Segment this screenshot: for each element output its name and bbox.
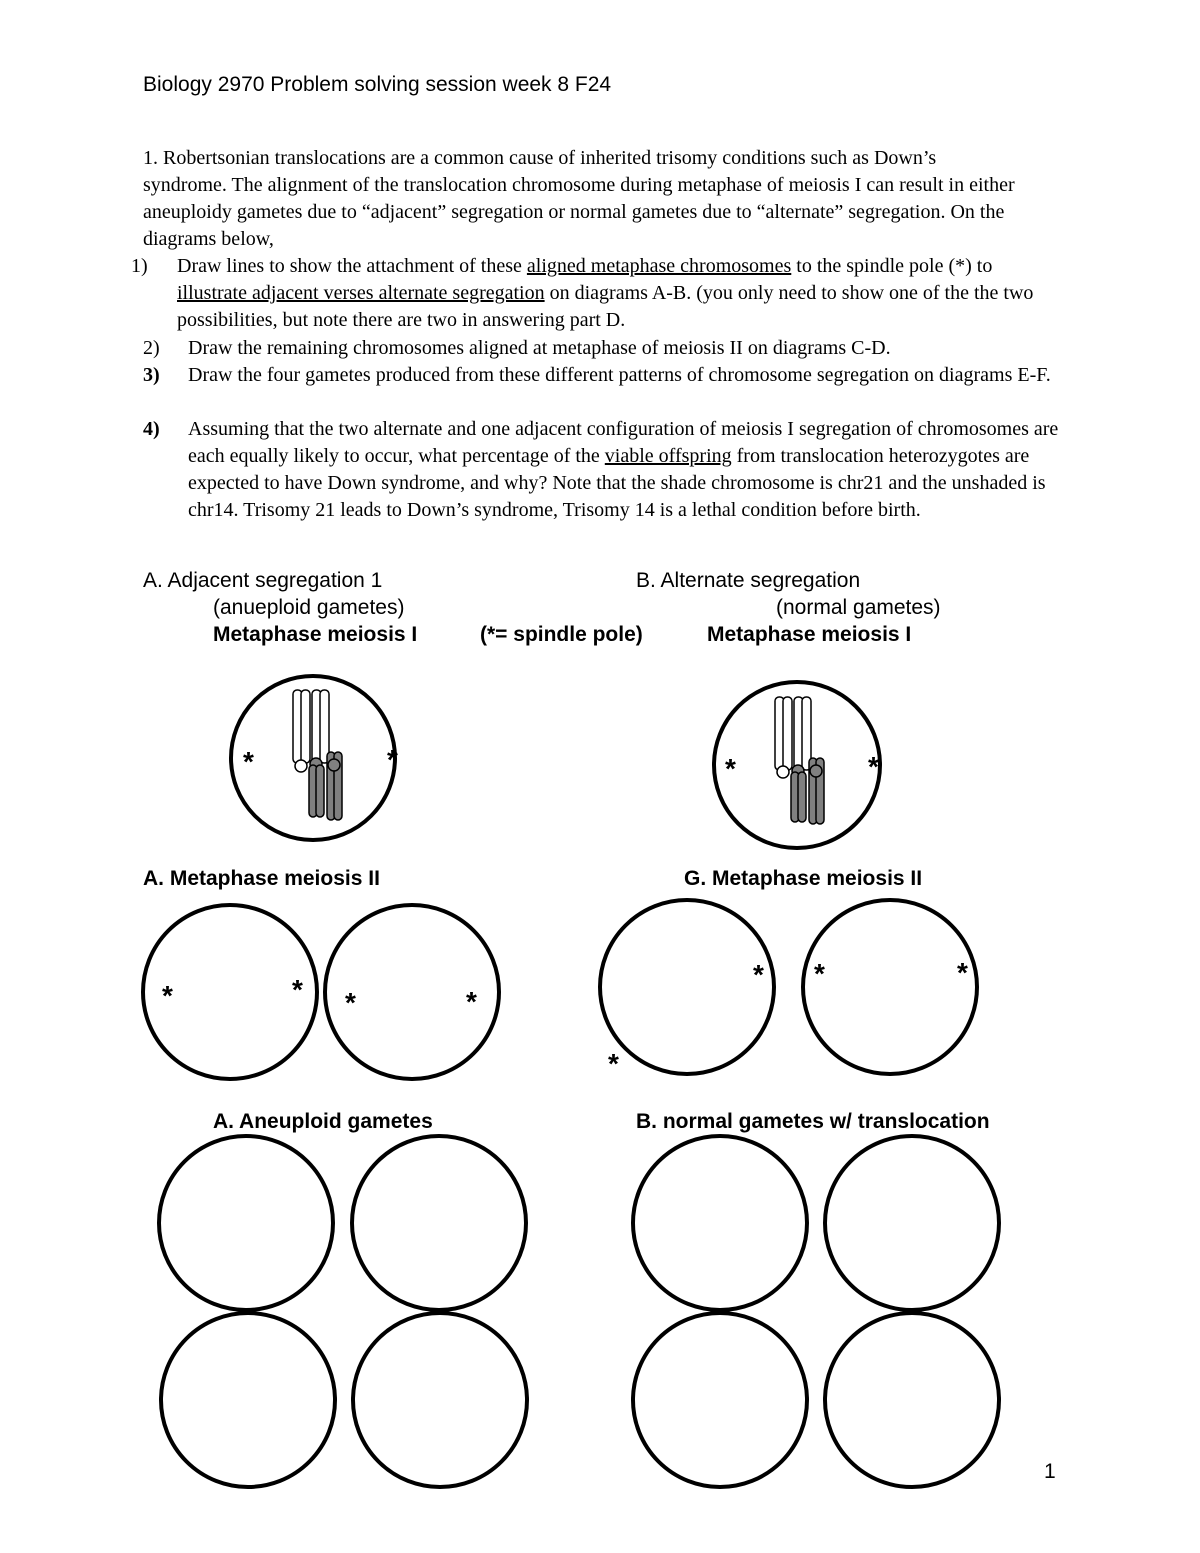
item-4-underline: viable offspring <box>604 445 732 467</box>
spindle-pole-marker: * <box>387 744 398 775</box>
spindle-pole-marker: * <box>243 746 254 777</box>
spindle-pole-marker: * <box>814 958 825 989</box>
label-b-metaphase-1: Metaphase meiosis I <box>707 623 912 646</box>
question-intro: 1. Robertsonian translocations are a common cause of inherited trisomy conditions such as Down’s syndrome. The alignment of the translocation chromosome during metaphase of meiosis I can result in either aneuploidy gametes due to “adjacent” segregation or normal gametes due to “alternate” segregation. On the diagrams below, <box>143 147 1015 250</box>
label-spindle-pole-key: (*= spindle pole) <box>480 623 643 646</box>
spindle-pole-marker: * <box>345 987 356 1018</box>
label-adjacent-segregation: A. Adjacent segregation 1 <box>143 569 383 592</box>
gamete-f-3 <box>633 1313 807 1487</box>
page-header: Biology 2970 Problem solving session week 8 F24 <box>143 73 612 96</box>
label-a-metaphase-2: A. Metaphase meiosis II <box>143 867 380 890</box>
gamete-f-1 <box>633 1136 807 1310</box>
item-2-number: 2) <box>143 337 160 359</box>
cell-d-meiosis-2-left <box>600 900 774 1074</box>
gamete-e-3 <box>161 1313 335 1487</box>
chromosomes-a <box>293 690 342 820</box>
gamete-f-2 <box>825 1136 999 1310</box>
label-normal-gametes-sub: (normal gametes) <box>776 596 941 619</box>
item-1-number: 1) <box>131 255 148 277</box>
page-number: 1 <box>1044 1460 1056 1483</box>
label-aneuploid-gametes: A. Aneuploid gametes <box>213 1110 433 1133</box>
spindle-pole-marker: * <box>868 751 879 782</box>
item-4-text: Assuming that the two alternate and one adjacent configuration of meiosis I segregation of chromosomes are each equally likely to occur, what percentage of the viable offspring from translocation heterozygotes are expected to have Down syndrome, and why? Note that the shade chromosome is chr21 and the unshaded is chr14. Trisomy 21 leads to Down’s syndrome, Trisomy 14 is a lethal condition before birth. <box>188 418 1059 521</box>
spindle-pole-marker: * <box>162 980 173 1011</box>
cell-d-meiosis-2-right <box>803 900 977 1074</box>
label-aneuploid-gametes-sub: (anueploid gametes) <box>213 596 405 619</box>
spindle-pole-marker: * <box>957 957 968 988</box>
gamete-e-2 <box>352 1136 526 1310</box>
gamete-e-1 <box>159 1136 333 1310</box>
item-1-text: Draw lines to show the attachment of these aligned metaphase chromosomes to the spindle pole (*) to illustrate adjacent verses alternate segregation on diagrams A-B. (you only need to show one of the the two possibilities, but note there are two in answering part D. <box>177 255 1034 331</box>
chromosomes-b <box>775 697 824 824</box>
gamete-e-4 <box>353 1313 527 1487</box>
item-2-text: Draw the remaining chromosomes aligned at metaphase of meiosis II on diagrams C-D. <box>188 337 891 359</box>
label-alternate-segregation: B. Alternate segregation <box>636 569 861 592</box>
item-1-underline-b: illustrate adjacent verses alternate segregation <box>177 282 545 304</box>
item-1-underline-a: aligned metaphase chromosomes <box>526 255 792 277</box>
gamete-f-4 <box>825 1313 999 1487</box>
spindle-pole-marker: * <box>292 974 303 1005</box>
label-a-metaphase-1: Metaphase meiosis I <box>213 623 418 646</box>
spindle-pole-marker: * <box>608 1048 619 1079</box>
spindle-pole-marker: * <box>725 753 736 784</box>
item-3-text: Draw the four gametes produced from these different patterns of chromosome segregation on diagrams E-F. <box>188 364 1051 386</box>
spindle-pole-marker: * <box>466 986 477 1017</box>
label-g-metaphase-2: G. Metaphase meiosis II <box>684 867 923 890</box>
label-normal-gametes-translocation: B. normal gametes w/ translocation <box>636 1110 990 1133</box>
spindle-pole-marker: * <box>753 959 764 990</box>
item-4-number: 4) <box>143 418 160 440</box>
item-3-number: 3) <box>143 364 160 386</box>
